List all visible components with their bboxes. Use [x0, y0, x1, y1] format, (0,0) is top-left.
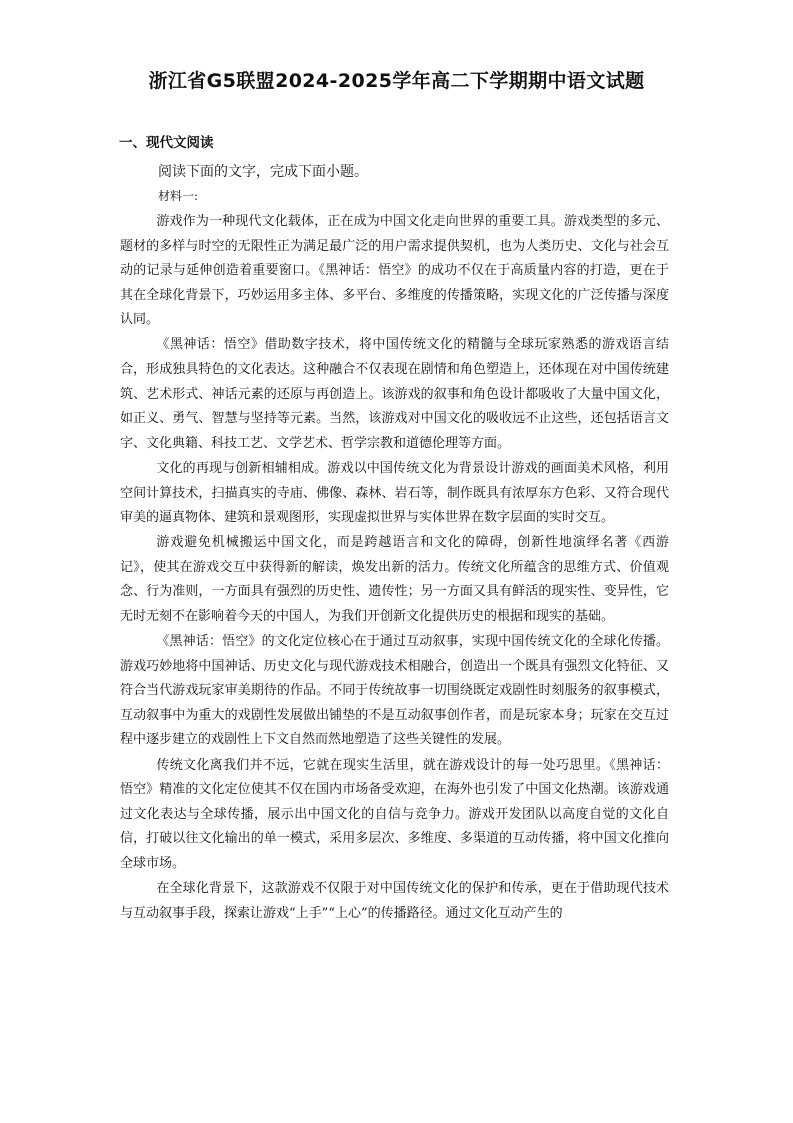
article-paragraph: 《黑神话：悟空》借助数字技术，将中国传统文化的精髓与全球玩家熟悉的游戏语言结合，形成独具特色的文化表达。这种融合不仅表现在剧情和角色塑造上，还体现在对中国传统建筑、艺术形式、神话元素的还原与再创造上。该游戏的叙事和角色设计都吸收了大量中国文化，如正义、勇气、智慧与坚持等元素。当然，该游戏对中国文化的吸收远不止这些，还包括语言文字、文化典籍、科技工艺、文学艺术、哲学宗教和道德伦理等方面。 [120, 337, 669, 451]
article-paragraph: 游戏作为一种现代文化载体，正在成为中国文化走向世界的重要工具。游戏类型的多元、题材的多样与时空的无限性正为满足最广泛的用户需求提供契机，也为人类历史、文化与社会互动的记录与延伸创造着重要窗口。《黑神话：悟空》的成功不仅在于高质量内容的打造，更在于其在全球化背景下，巧妙运用多主体、多平台、多维度的传播策略，实现文化的广泛传播与深度认同。 [120, 214, 669, 328]
article-body [120, 210, 669, 927]
section-heading: 一、现代文阅读 [119, 135, 214, 151]
article-paragraph: 游戏避免机械搬运中国文化，而是跨越语言和文化的障碍，创新性地演绎名著《西游记》，使其在游戏交互中获得新的解读，焕发出新的活力。传统文化所蕴含的思维方式、价值观念、行为准则，一方面具有强烈的历史性、遗传性；另一方面又具有鲜活的现实性、变异性，它无时无刻不在影响着今天的中国人，为我们开创新文化提供历史的根据和现实的基础。 [120, 535, 669, 624]
article-paragraph: 《黑神话：悟空》的文化定位核心在于通过互动叙事，实现中国传统文化的全球化传播。游戏巧妙地将中国神话、历史文化与现代游戏技术相融合，创造出一个既具有强烈文化特征、又符合当代游戏玩家审美期待的作品。不同于传统故事一切围绕既定戏剧性时刻服务的叙事模式，互动叙事中为重大的戏剧性发展做出铺垫的不是互动叙事创作者，而是玩家本身；玩家在交互过程中逐步建立的戏剧性上下文自然而然地塑造了这些关键性的发展。 [120, 634, 669, 748]
article-paragraph: 在全球化背景下，这款游戏不仅限于对中国传统文化的保护和传承，更在于借助现代技术与互动叙事手段，探索让游戏“上手”“上心”的传播路径。通过文化互动产生的 [120, 881, 669, 921]
article-paragraph: 传统文化离我们并不远，它就在现实生活里，就在游戏设计的每一处巧思里。《黑神话：悟空》精准的文化定位使其不仅在国内市场备受欢迎，在海外也引发了中国文化热潮。该游戏通过文化表达与全球传播，展示出中国文化的自信与竞争力。游戏开发团队以高度自觉的文化自信，打破以往文化输出的单一模式，采用多层次、多维度、多渠道的互动传播，将中国文化推向全球市场。 [120, 757, 669, 871]
article-paragraph: 文化的再现与创新相辅相成。游戏以中国传统文化为背景设计游戏的画面美术风格，利用空间计算技术，扫描真实的寺庙、佛像、森林、岩石等，制作既具有浓厚东方色彩、又符合现代审美的逼真物体、建筑和景观图形，实现虚拟世界与实体世界在数字层面的实时交互。 [120, 460, 669, 526]
document-title: 浙江省G5联盟2024-2025学年高二下学期期中语文试题 [148, 70, 645, 92]
material-label: 材料一: [158, 189, 199, 203]
reading-instruction: 阅读下面的文字，完成下面小题。 [158, 164, 368, 180]
